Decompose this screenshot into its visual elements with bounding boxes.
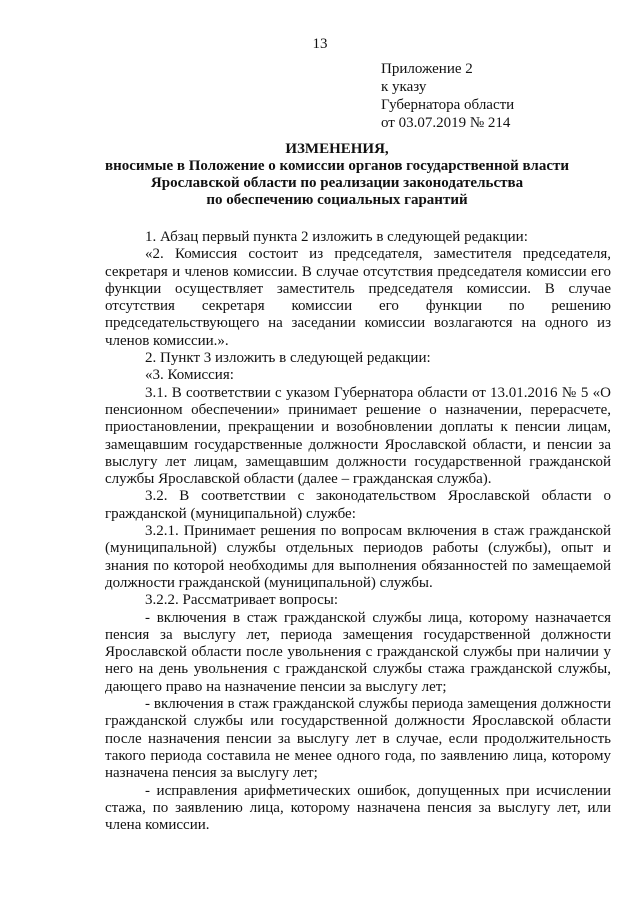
title-line: Ярославской области по реализации законодательства xyxy=(150,175,524,191)
appendix-line: Приложение 2 xyxy=(381,61,473,77)
appendix-reference xyxy=(381,60,514,132)
paragraph: «3. Комиссия: xyxy=(145,367,234,384)
paragraph: 3.2.1. Принимает решения по вопросам включения в стаж гражданской (муниципальной) службы отдельных периодов работы (службы), опыт и знания по которой необходимы для выполнения обязанностей по замещаемой должности гражданской (муниципальной) службы. xyxy=(105,523,611,591)
title-line: вносимые в Положение о комиссии органов государственной власти xyxy=(105,158,569,174)
paragraph: 3.1. В соответствии с указом Губернатора области от 13.01.2016 № 5 «О пенсионном обеспечении» принимает решение о назначении, перерасчете, приостановлении, прекращении и возобновлении доплаты к пенсии лицам, замещавшим государственные должности Ярославской области, и пенсии за выслугу лет лицам, замещавшим должности государственной гражданской службы Ярославской области (далее – гражданская служба). xyxy=(105,384,611,488)
paragraph: 3.2.2. Рассматривает вопросы: xyxy=(145,592,339,609)
appendix-line: к указу xyxy=(381,79,427,95)
paragraph: - включения в стаж гражданской службы периода замещения должности гражданской службы или государственной должности Ярославской области после назначения пенсии за выслугу лет в случае, если продолжительность такого периода составила не менее одного года, по заявлению лица, которому назначена пенсия за выслугу лет; xyxy=(105,696,611,782)
paragraph: «2. Комиссия состоит из председателя, заместителя председателя, секретаря и членов комиссии. В случае отсутствия председателя комиссии его функции осуществляет заместитель председателя комиссии. В случае отсутствия секретаря комиссии его функции по решению председательствующего на заседании комиссии возлагаются на одного из членов комиссии.». xyxy=(105,246,611,349)
document-body xyxy=(105,229,611,834)
paragraph: 1. Абзац первый пункта 2 изложить в следующей редакции: xyxy=(145,229,528,245)
page-number: 13 xyxy=(312,36,328,52)
appendix-line: от 03.07.2019 № 214 xyxy=(381,115,511,131)
paragraph: - исправления арифметических ошибок, допущенных при исчислении стажа, по заявлению лица, которому назначена пенсия за выслугу лет, или члена комиссии. xyxy=(105,782,611,834)
appendix-line: Губернатора области xyxy=(381,97,515,113)
paragraph: 3.2. В соответствии с законодательством Ярославской области о гражданской (муниципальной) службе: xyxy=(105,488,611,522)
title-line: по обеспечению социальных гарантий xyxy=(206,192,468,208)
document-title xyxy=(82,141,592,209)
paragraph: 2. Пункт 3 изложить в следующей редакции: xyxy=(145,350,431,367)
paragraph: - включения в стаж гражданской службы лица, которому назначается пенсия за выслугу лет, периода замещения государственной должности Ярославской области после увольнения с гражданской службы при наличии у него на день увольнения с гражданской службы стажа гражданской службы, дающего право на назначение пенсии за выслугу лет; xyxy=(105,609,611,695)
title-line: ИЗМЕНЕНИЯ, xyxy=(285,141,389,157)
